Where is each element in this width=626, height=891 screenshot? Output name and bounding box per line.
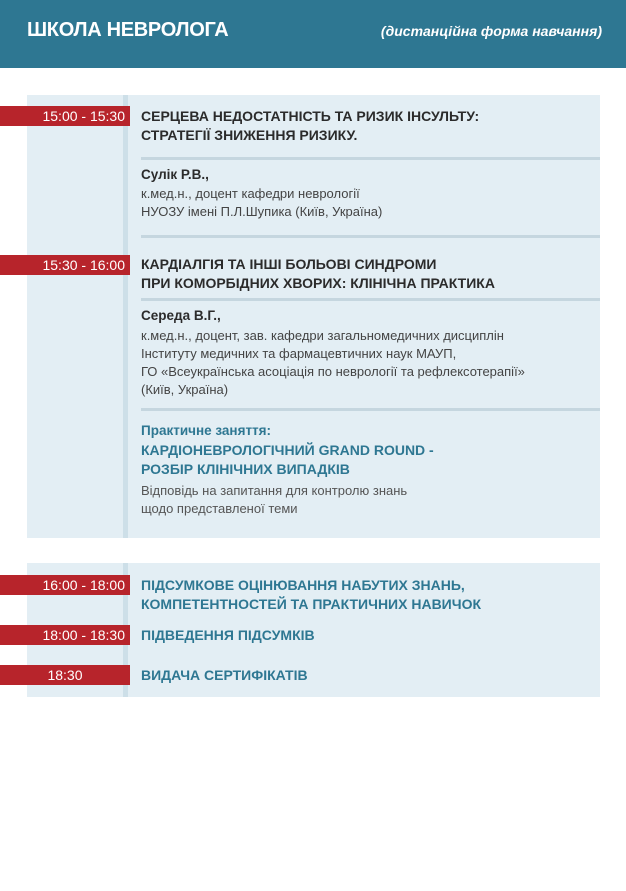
- speaker-affiliation: [141, 185, 596, 221]
- practical-description-line: Відповідь на запитання для контролю знань: [141, 483, 408, 498]
- header-subtitle: (дистанційна форма навчання): [380, 23, 602, 39]
- speaker-affiliation-line: (Київ, Україна): [141, 382, 229, 397]
- assessment-title-line: КОМПЕТЕНТНОСТЕЙ ТА ПРАКТИЧНИХ НАВИЧОК: [141, 596, 482, 612]
- speaker-affiliation-line: НУОЗУ імені П.Л.Шупика (Київ, Україна): [141, 204, 383, 219]
- speaker-affiliation: [141, 327, 596, 399]
- time-badge: 18:00 - 18:30: [0, 625, 130, 645]
- summary-title-line: ПІДВЕДЕННЯ ПІДСУМКІВ: [141, 627, 315, 643]
- header-title: ШКОЛА НЕВРОЛОГА: [27, 19, 229, 41]
- section-divider: [141, 298, 600, 301]
- session-title-line: СТРАТЕГІЇ ЗНИЖЕННЯ РИЗИКУ.: [141, 127, 358, 143]
- time-badge: 15:30 - 16:00: [0, 255, 130, 275]
- session-title: [141, 255, 591, 293]
- page-header: [0, 0, 626, 68]
- summary-title: [141, 626, 596, 645]
- section-divider: [141, 157, 600, 160]
- section-divider: [141, 408, 600, 411]
- practical-title-line: КАРДІОНЕВРОЛОГІЧНИЙ GRAND ROUND -: [141, 442, 434, 458]
- session-title: [141, 107, 591, 145]
- time-badge: 15:00 - 15:30: [0, 106, 130, 126]
- speaker-affiliation-line: к.мед.н., доцент кафедри неврології: [141, 186, 360, 201]
- time-badge: 18:30: [0, 665, 130, 685]
- certificates-title-line: ВИДАЧА СЕРТИФІКАТІВ: [141, 667, 308, 683]
- speaker-name: Сулік Р.В.,: [141, 167, 209, 182]
- assessment-title-line: ПІДСУМКОВЕ ОЦІНЮВАННЯ НАБУТИХ ЗНАНЬ,: [141, 577, 465, 593]
- section-divider: [141, 235, 600, 238]
- practical-title: [141, 441, 591, 479]
- assessment-title: [141, 576, 596, 614]
- speaker-affiliation-line: к.мед.н., доцент, зав. кафедри загальномедичних дисциплін: [141, 328, 504, 343]
- speaker-affiliation-line: Інституту медичних та фармацевтичних наук МАУП,: [141, 346, 457, 361]
- practical-description-line: щодо представленої теми: [141, 501, 298, 516]
- practical-description: [141, 482, 561, 518]
- certificates-title: [141, 666, 596, 685]
- speaker-affiliation-line: ГО «Всеукраїнська асоціація по неврології та рефлексотерапії»: [141, 364, 525, 379]
- practical-title-line: РОЗБІР КЛІНІЧНИХ ВИПАДКІВ: [141, 461, 350, 477]
- session-title-line: ПРИ КОМОРБІДНИХ ХВОРИХ: КЛІНІЧНА ПРАКТИКА: [141, 275, 495, 291]
- session-title-line: КАРДІАЛГІЯ ТА ІНШІ БОЛЬОВІ СИНДРОМИ: [141, 256, 437, 272]
- speaker-name: Середа В.Г.,: [141, 308, 221, 323]
- session-title-line: СЕРЦЕВА НЕДОСТАТНІСТЬ ТА РИЗИК ІНСУЛЬТУ:: [141, 108, 480, 124]
- timeline-divider: [123, 95, 128, 538]
- practical-label: Практичне заняття:: [141, 423, 272, 438]
- time-badge: 16:00 - 18:00: [0, 575, 130, 595]
